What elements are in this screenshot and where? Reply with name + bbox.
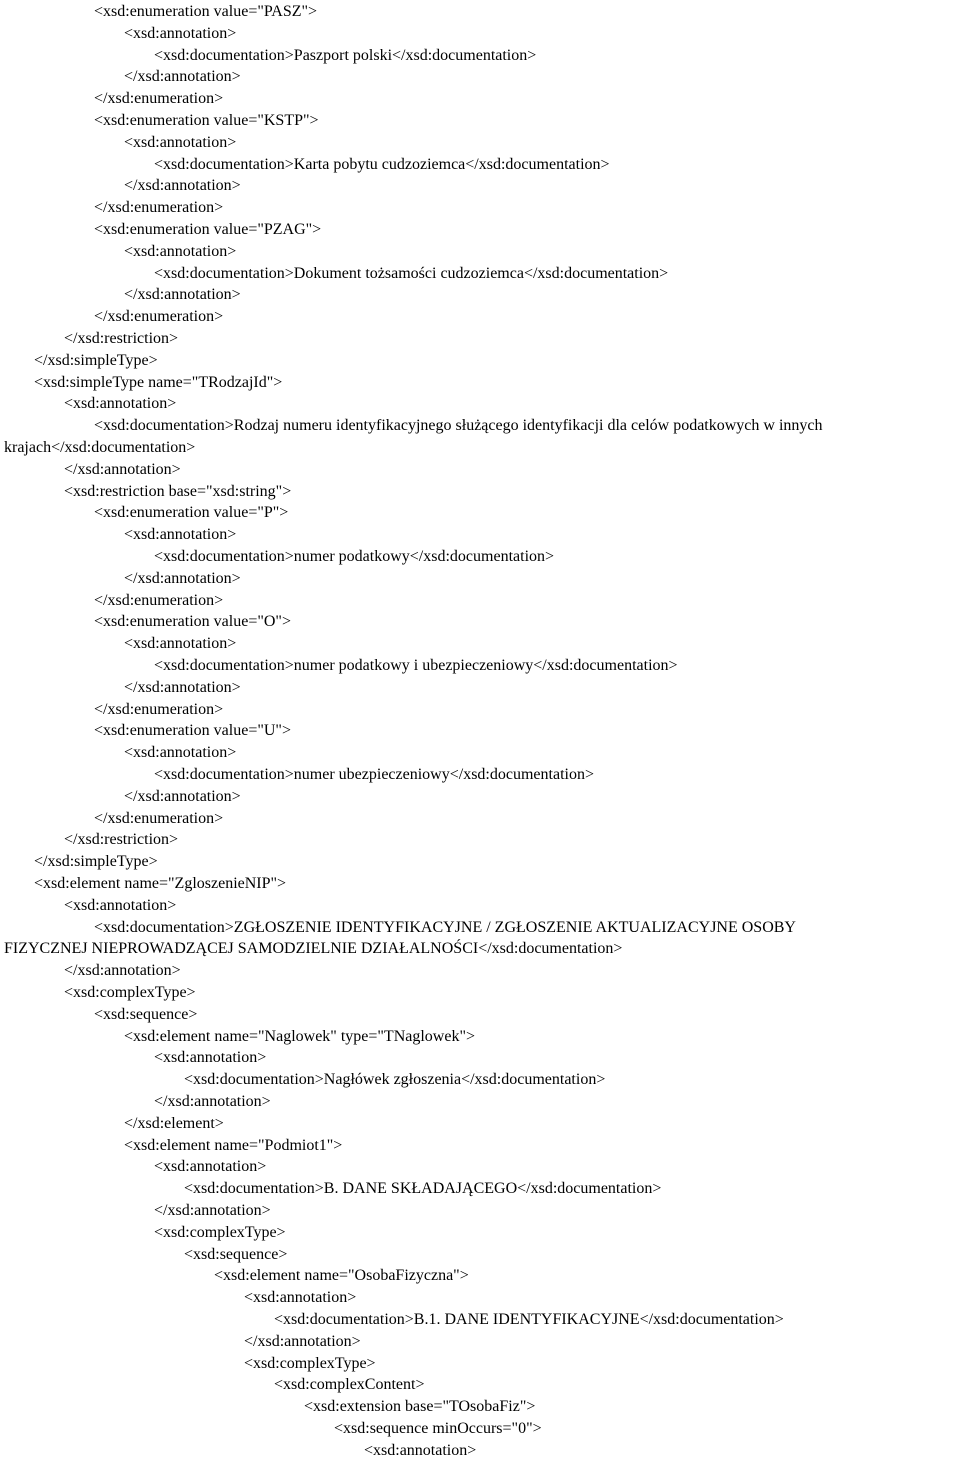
- code-line: </xsd:annotation>: [64, 962, 181, 980]
- code-line: </xsd:annotation>: [64, 460, 181, 478]
- code-line: </xsd:restriction>: [64, 831, 179, 849]
- code-line: </xsd:simpleType>: [34, 351, 158, 369]
- code-line: <xsd:annotation>: [154, 1049, 267, 1067]
- code-line: </xsd:enumeration>: [94, 90, 224, 108]
- code-line: </xsd:annotation>: [154, 1202, 271, 1219]
- code-line: </xsd:annotation>: [124, 177, 241, 195]
- code-line: <xsd:sequence>: [184, 1245, 288, 1263]
- code-line: <xsd:element name="ZgloszenieNIP">: [34, 875, 287, 892]
- code-line: <xsd:annotation>: [154, 1158, 267, 1176]
- code-line: </xsd:annotation>: [124, 678, 241, 696]
- code-line: <xsd:enumeration value="O">: [94, 613, 291, 631]
- code-line: <xsd:extension base="TOsobaFiz">: [304, 1398, 536, 1416]
- code-line: </xsd:enumeration>: [94, 809, 224, 827]
- code-line: <xsd:annotation>: [124, 133, 237, 151]
- code-line: <xsd:annotation>: [244, 1289, 357, 1307]
- code-line: <xsd:complexType>: [244, 1354, 376, 1372]
- code-line: <xsd:documentation>B. DANE SKŁADAJĄCEGO</xsd:documentation>: [184, 1180, 662, 1198]
- code-line: <xsd:element name="Naglowek" type="TNaglowek">: [124, 1027, 476, 1045]
- code-line: <xsd:documentation>Karta pobytu cudzoziemca</xsd:documentation>: [154, 155, 610, 173]
- code-line: <xsd:enumeration value="PASZ">: [94, 3, 318, 20]
- code-line: <xsd:complexType>: [154, 1223, 286, 1241]
- code-line: <xsd:enumeration value="PZAG">: [94, 221, 322, 238]
- code-line: <xsd:documentation>Nagłówek zgłoszenia</xsd:documentation>: [184, 1071, 606, 1089]
- code-line: </xsd:enumeration>: [94, 591, 224, 609]
- code-line: <xsd:complexContent>: [274, 1376, 425, 1394]
- code-line: <xsd:annotation>: [124, 242, 237, 260]
- code-line: </xsd:annotation>: [124, 68, 241, 86]
- code-line: </xsd:restriction>: [64, 330, 179, 347]
- code-line: <xsd:enumeration value="U">: [94, 722, 291, 740]
- code-line: </xsd:annotation>: [124, 286, 241, 304]
- code-line: <xsd:restriction base="xsd:string">: [64, 482, 292, 500]
- code-line: <xsd:annotation>: [64, 395, 177, 413]
- code-line: </xsd:enumeration>: [94, 199, 224, 217]
- code-line: <xsd:documentation>ZGŁOSZENIE IDENTYFIKACYJNE / ZGŁOSZENIE AKTUALIZACYJNE OSOBY: [94, 918, 796, 936]
- code-line: <xsd:complexType>: [64, 984, 196, 1001]
- code-line: </xsd:annotation>: [244, 1332, 361, 1350]
- code-line: <xsd:simpleType name="TRodzajId">: [34, 373, 283, 391]
- code-line: </xsd:annotation>: [124, 569, 241, 587]
- code-line: <xsd:sequence minOccurs="0">: [334, 1420, 542, 1437]
- code-line: <xsd:enumeration value="P">: [94, 504, 289, 522]
- code-line: </xsd:element>: [124, 1114, 224, 1132]
- code-line: </xsd:enumeration>: [94, 700, 224, 718]
- code-line: <xsd:documentation>Paszport polski</xsd:documentation>: [154, 46, 537, 64]
- code-line: <xsd:annotation>: [364, 1441, 477, 1459]
- code-line: </xsd:annotation>: [154, 1093, 271, 1110]
- code-line: </xsd:annotation>: [124, 787, 241, 805]
- code-line: <xsd:annotation>: [124, 744, 237, 762]
- code-line: </xsd:enumeration>: [94, 308, 224, 326]
- code-line: <xsd:annotation>: [124, 635, 237, 653]
- code-line: <xsd:sequence>: [94, 1005, 198, 1023]
- code-line: <xsd:element name="Podmiot1">: [124, 1136, 343, 1154]
- code-line: <xsd:documentation>B.1. DANE IDENTYFIKACYJNE</xsd:documentation>: [274, 1311, 784, 1328]
- code-line: <xsd:annotation>: [64, 896, 177, 914]
- code-line: <xsd:annotation>: [124, 24, 237, 42]
- code-line: krajach</xsd:documentation>: [4, 439, 196, 456]
- code-line: </xsd:simpleType>: [34, 853, 158, 871]
- code-line: <xsd:annotation>: [124, 526, 237, 544]
- code-line: <xsd:documentation>numer podatkowy</xsd:documentation>: [154, 548, 555, 565]
- code-line: <xsd:documentation>numer ubezpieczeniowy</xsd:documentation>: [154, 766, 594, 783]
- code-line: FIZYCZNEJ NIEPROWADZĄCEJ SAMODZIELNIE DZIAŁALNOŚCI</xsd:documentation>: [4, 940, 623, 958]
- code-line: <xsd:documentation>Rodzaj numeru identyfikacyjnego służącego identyfikacji dla celów podatkowych w innych: [94, 417, 823, 435]
- code-line: <xsd:element name="OsobaFizyczna">: [214, 1267, 469, 1285]
- code-line: <xsd:documentation>numer podatkowy i ubezpieczeniowy</xsd:documentation>: [154, 657, 678, 674]
- code-line: <xsd:documentation>Dokument tożsamości cudzoziemca</xsd:documentation>: [154, 264, 669, 282]
- code-line: <xsd:enumeration value="KSTP">: [94, 112, 319, 129]
